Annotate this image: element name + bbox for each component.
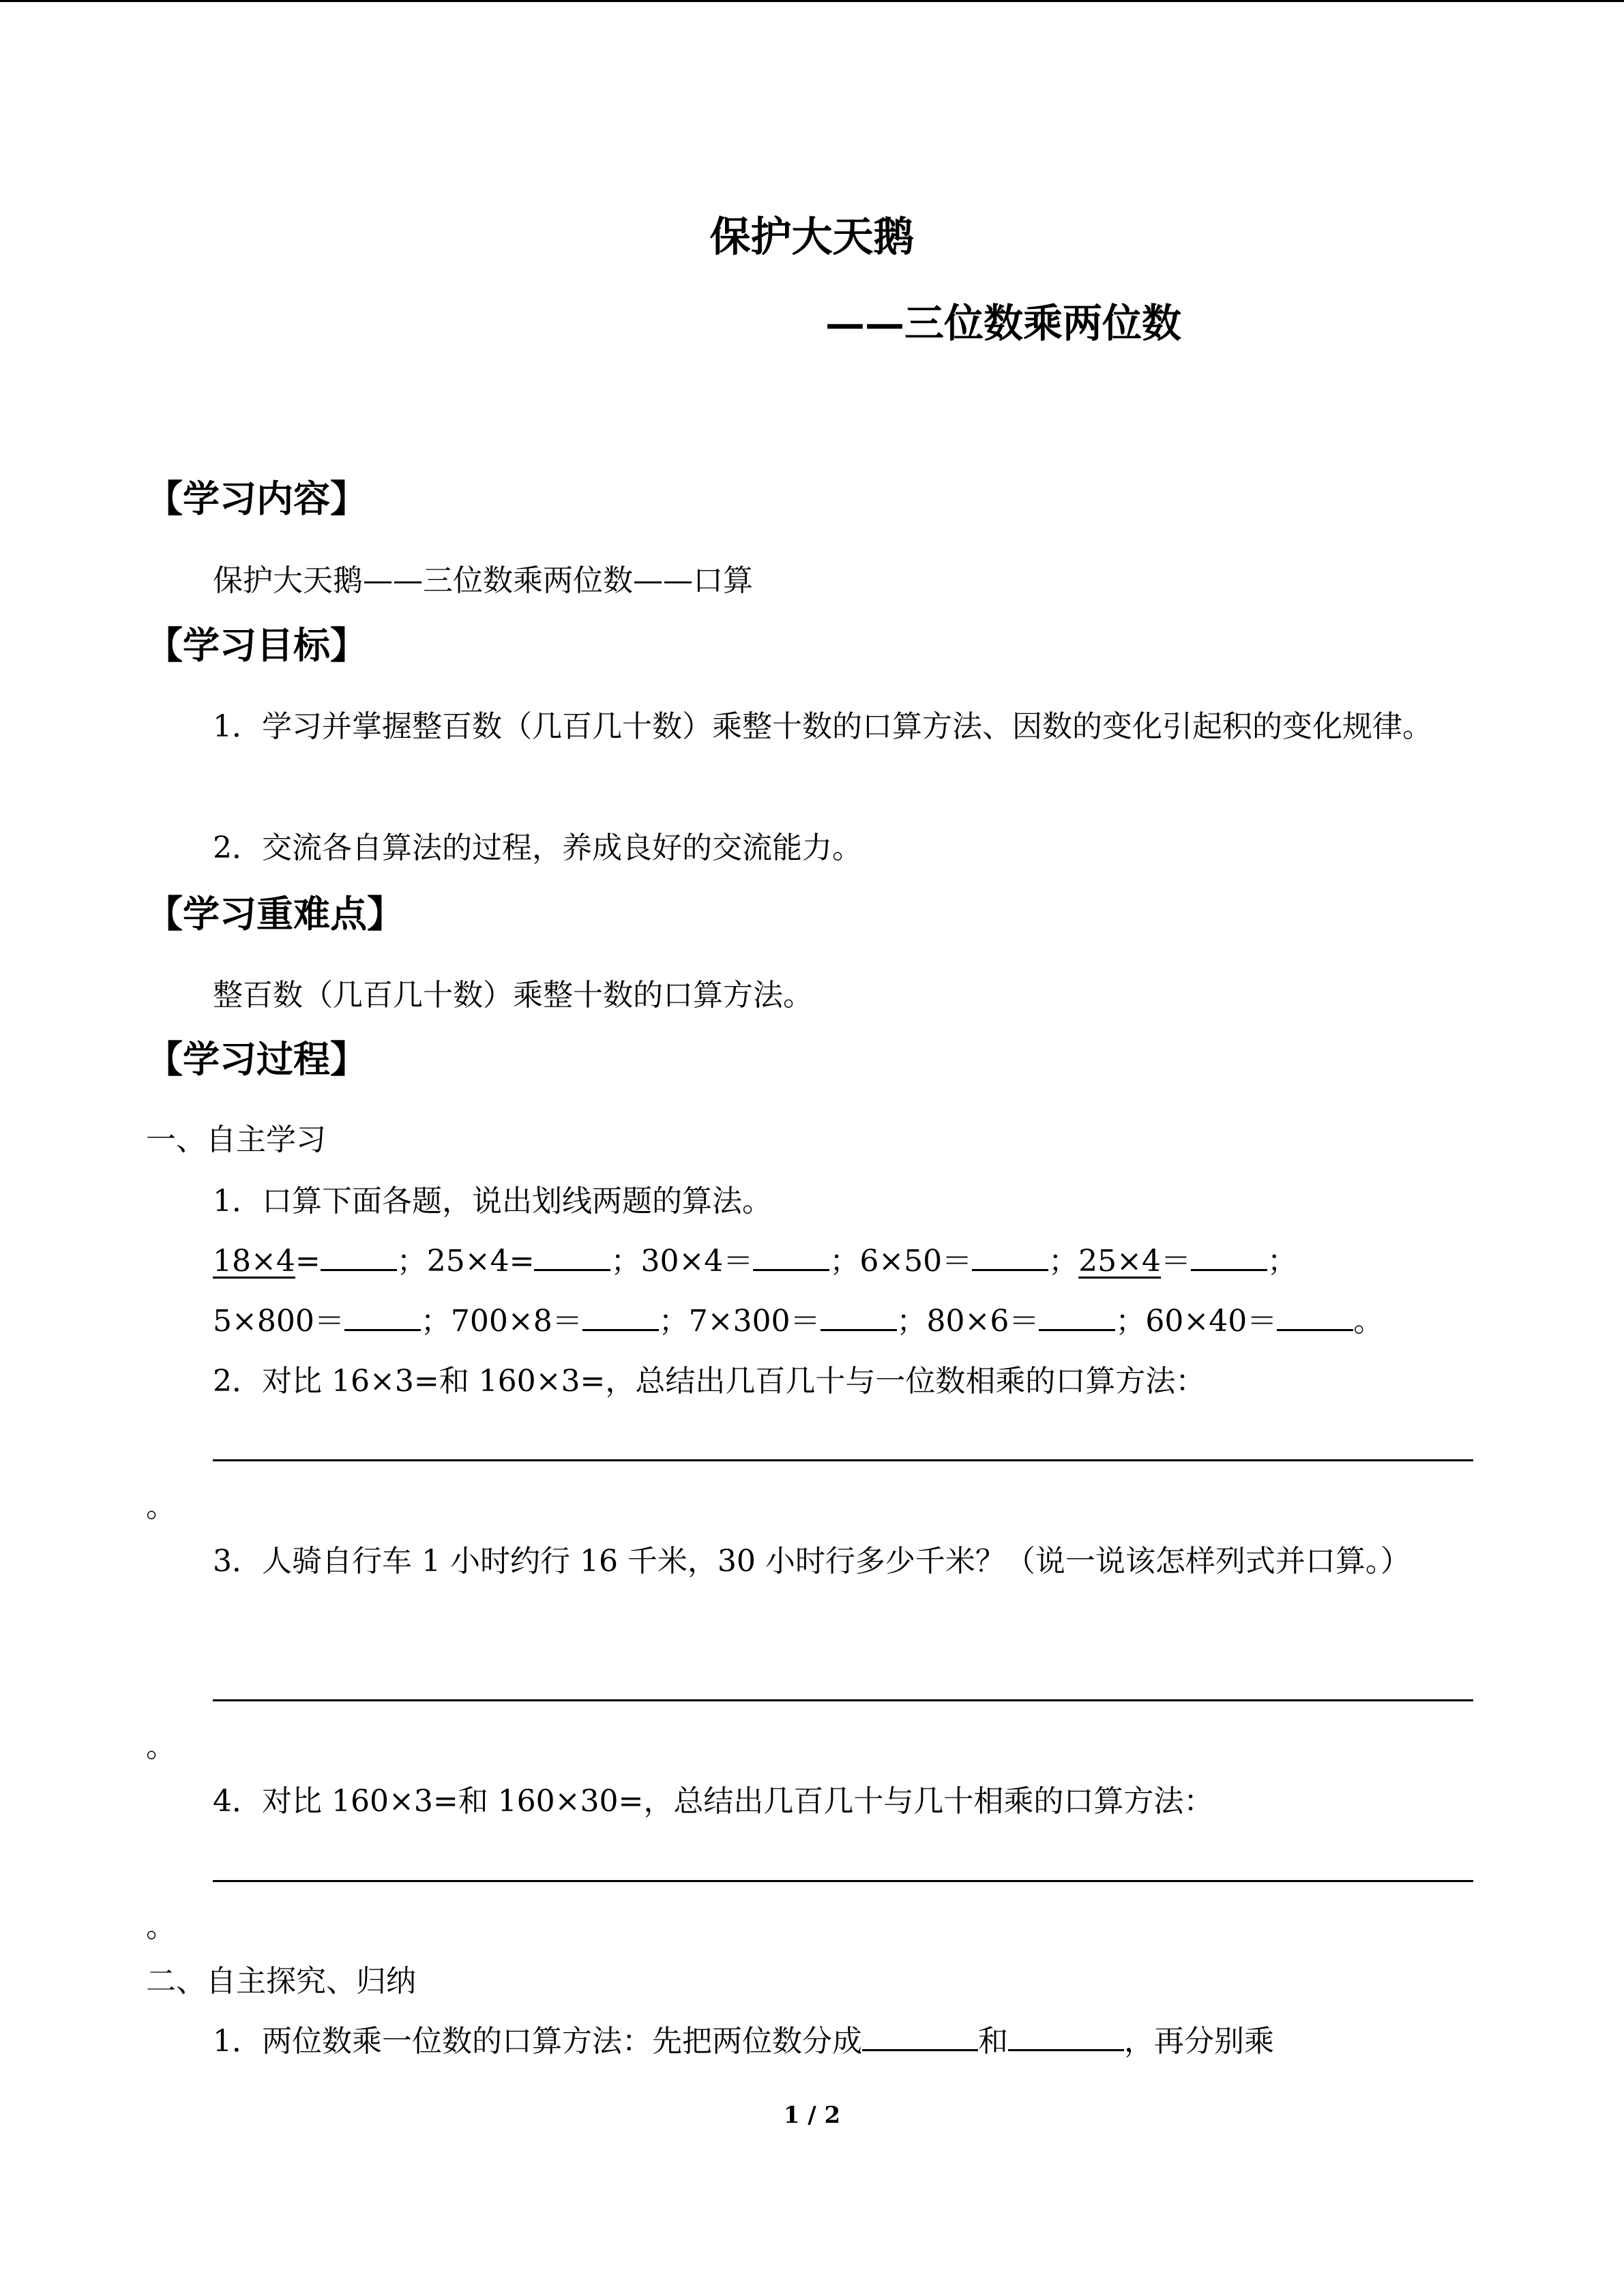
answer-blank[interactable] bbox=[534, 1242, 610, 1271]
heading-learning-goals: 【学习目标】 bbox=[146, 623, 367, 667]
answer-blank[interactable] bbox=[321, 1242, 397, 1271]
question-3: 3．人骑自行车 1 小时约行 16 千米，30 小时行多少千米？（说一说该怎样列式并口算。） bbox=[213, 1544, 1411, 1579]
calc-expression: 25×4= bbox=[426, 1244, 535, 1279]
calc-underlined-expression: 25×4 bbox=[1078, 1244, 1162, 1279]
answer-blank[interactable] bbox=[1191, 1242, 1267, 1271]
goal-item-1: 1．学习并掌握整百数（几百几十数）乘整十数的口算方法、因数的变化引起积的变化规律。 bbox=[213, 709, 1432, 744]
answer-blank[interactable] bbox=[972, 1242, 1048, 1271]
calc-expression: 5×800＝ bbox=[213, 1304, 344, 1339]
answer-blank[interactable] bbox=[582, 1302, 659, 1331]
heading-learning-process: 【学习过程】 bbox=[146, 1037, 367, 1081]
question-2: 2．对比 16×3=和 160×3=，总结出几百几十与一位数相乘的口算方法： bbox=[213, 1364, 1206, 1399]
calc-row-2: 5×800＝ ；700×8＝ ；7×300＝ ；80×6＝ ；60×40＝ 。 bbox=[213, 1300, 1383, 1343]
answer-end-mark: 。 bbox=[146, 1489, 176, 1524]
answer-end-mark: 。 bbox=[146, 1729, 176, 1764]
answer-blank[interactable] bbox=[1039, 1302, 1115, 1331]
answer-line-q2[interactable] bbox=[213, 1459, 1473, 1461]
heading-key-points: 【学习重难点】 bbox=[146, 892, 404, 936]
answer-end-mark: 。 bbox=[146, 1909, 176, 1944]
calc-expression: 30×4＝ bbox=[640, 1244, 754, 1279]
key-points-text: 整百数（几百几十数）乘整十数的口算方法。 bbox=[213, 978, 813, 1013]
part-2-title: 二、自主探究、归纳 bbox=[146, 1964, 416, 1999]
goal-item-2: 2．交流各自算法的过程，养成良好的交流能力。 bbox=[213, 831, 862, 865]
heading-learning-content: 【学习内容】 bbox=[146, 477, 367, 520]
answer-blank[interactable] bbox=[821, 1302, 897, 1331]
calc-expression: 60×40＝ bbox=[1145, 1304, 1278, 1339]
answer-line-q4[interactable] bbox=[213, 1880, 1473, 1882]
part-1-title: 一、自主学习 bbox=[146, 1122, 326, 1157]
learning-content-text: 保护大天鹅——三位数乘两位数——口算 bbox=[213, 563, 753, 598]
calc-underlined-expression: 18×4 bbox=[213, 1244, 295, 1279]
answer-blank[interactable] bbox=[344, 1302, 421, 1331]
calc-expression: 6×50＝ bbox=[859, 1244, 973, 1279]
calc-expression: 700×8＝ bbox=[450, 1304, 582, 1339]
calc-expression: 7×300＝ bbox=[688, 1304, 821, 1339]
answer-blank[interactable] bbox=[1277, 1302, 1353, 1331]
question-1: 1．口算下面各题，说出划线两题的算法。 bbox=[213, 1184, 772, 1219]
document-title: 保护大天鹅 bbox=[709, 213, 915, 261]
answer-line-q3[interactable] bbox=[213, 1699, 1473, 1701]
page-top-border bbox=[0, 0, 1624, 2]
part-2-question-1: 1．两位数乘一位数的口算方法：先把两位数分成 和 ，再分别乘 bbox=[213, 2020, 1274, 2063]
answer-blank[interactable] bbox=[753, 1242, 829, 1271]
document-subtitle: ——三位数乘两位数 bbox=[825, 300, 1182, 346]
question-4: 4．对比 160×3=和 160×30=，总结出几百几十与几十相乘的口算方法： bbox=[213, 1784, 1214, 1819]
answer-blank[interactable] bbox=[1008, 2022, 1124, 2051]
calc-row-1: 18×4= ；25×4= ；30×4＝ ；6×50＝ ；25×4＝ ； bbox=[213, 1240, 1297, 1283]
page-number: 1 / 2 bbox=[783, 2102, 841, 2129]
calc-expression: 80×6＝ bbox=[926, 1304, 1039, 1339]
answer-blank[interactable] bbox=[862, 2022, 978, 2051]
